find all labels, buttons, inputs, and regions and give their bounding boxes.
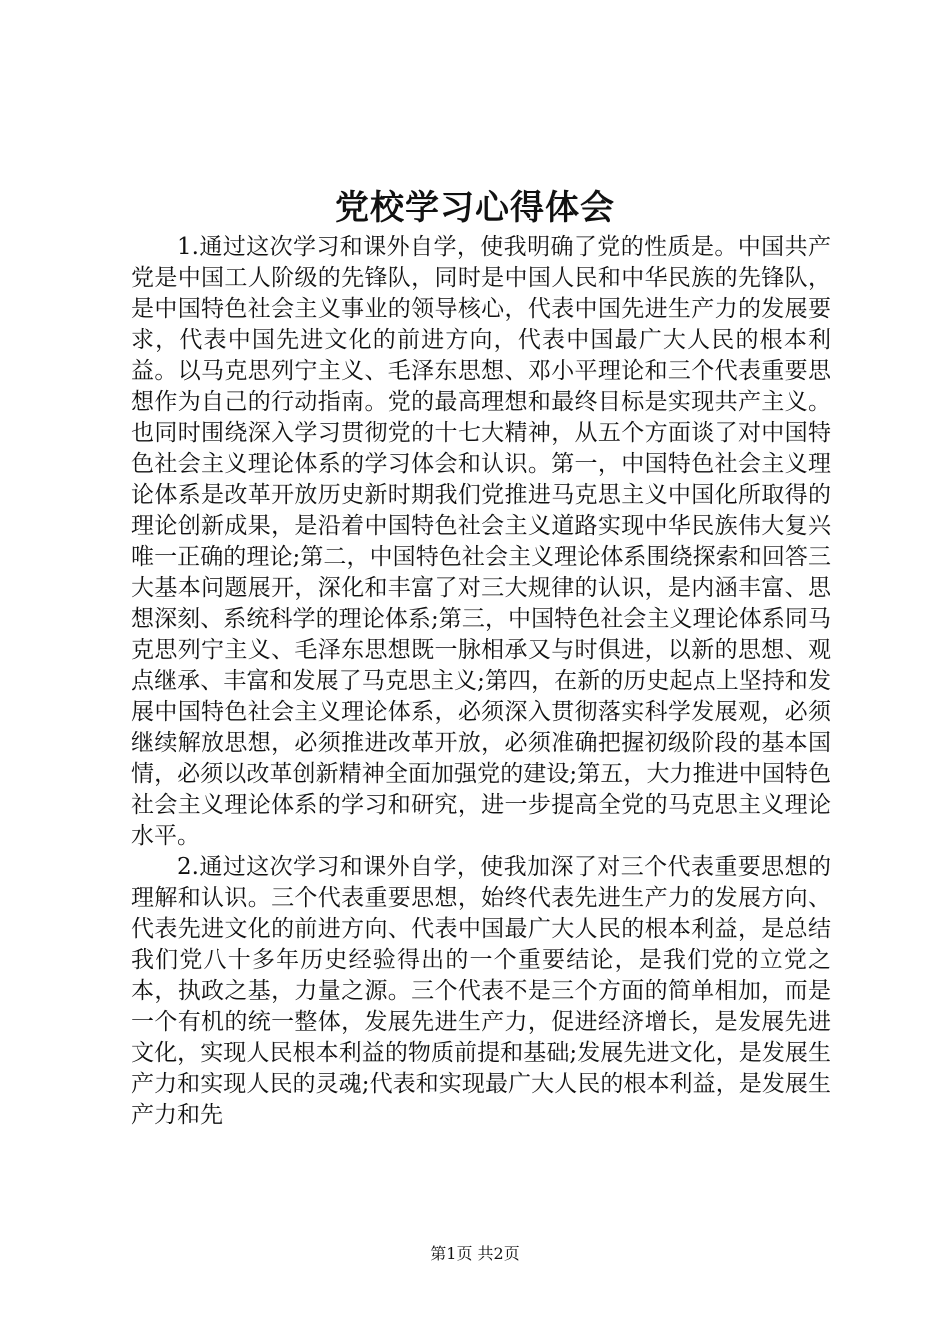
page-footer: 第1页 共2页 bbox=[430, 1244, 520, 1263]
document-title: 党校学习心得体会 bbox=[335, 188, 615, 228]
document-body bbox=[131, 232, 831, 1131]
paragraph-1: 1.通过这次学习和课外自学，使我明确了党的性质是。中国共产党是中国工人阶级的先锋队，同时是中国人民和中华民族的先锋队，是中国特色社会主义事业的领导核心，代表中国先进生产力的发展要求，代表中国先进文化的前进方向，代表中国最广大人民的根本利益。以马克思列宁主义、毛泽东思想、邓小平理论和三个代表重要思想作为自己的行动指南。党的最高理想和最终目标是实现共产主义。也同时围绕深入学习贯彻党的十七大精神，从五个方面谈了对中国特色社会主义理论体系的学习体会和认识。第一，中国特色社会主义理论体系是改革开放历史新时期我们党推进马克思主义中国化所取得的理论创新成果，是沿着中国特色社会主义道路实现中华民族伟大复兴唯一正确的理论;第二，中国特色社会主义理论体系围绕探索和回答三大基本问题展开，深化和丰富了对三大规律的认识，是内涵丰富、思想深刻、系统科学的理论体系;第三，中国特色社会主义理论体系同马克思列宁主义、毛泽东思想既一脉相承又与时俱进，以新的思想、观点继承、丰富和发展了马克思主义;第四，在新的历史起点上坚持和发展中国特色社会主义理论体系，必须深入贯彻落实科学发展观，必须继续解放思想，必须推进改革开放，必须准确把握初级阶段的基本国情，必须以改革创新精神全面加强党的建设;第五，大力推进中国特色社会主义理论体系的学习和研究，进一步提高全党的马克思主义理论水平。 bbox=[131, 234, 831, 849]
paragraph-2: 2.通过这次学习和课外自学，使我加深了对三个代表重要思想的理解和认识。三个代表重要思想，始终代表先进生产力的发展方向、代表先进文化的前进方向、代表中国最广大人民的根本利益，是总结我们党八十多年历史经验得出的一个重要结论，是我们党的立党之本，执政之基，力量之源。三个代表不是三个方面的简单相加，而是一个有机的统一整体，发展先进生产力，促进经济增长，是发展先进文化，实现人民根本利益的物质前提和基础;发展先进文化，是发展生产力和实现人民的灵魂;代表和实现最广大人民的根本利益，是发展生产力和先 bbox=[131, 854, 831, 1128]
